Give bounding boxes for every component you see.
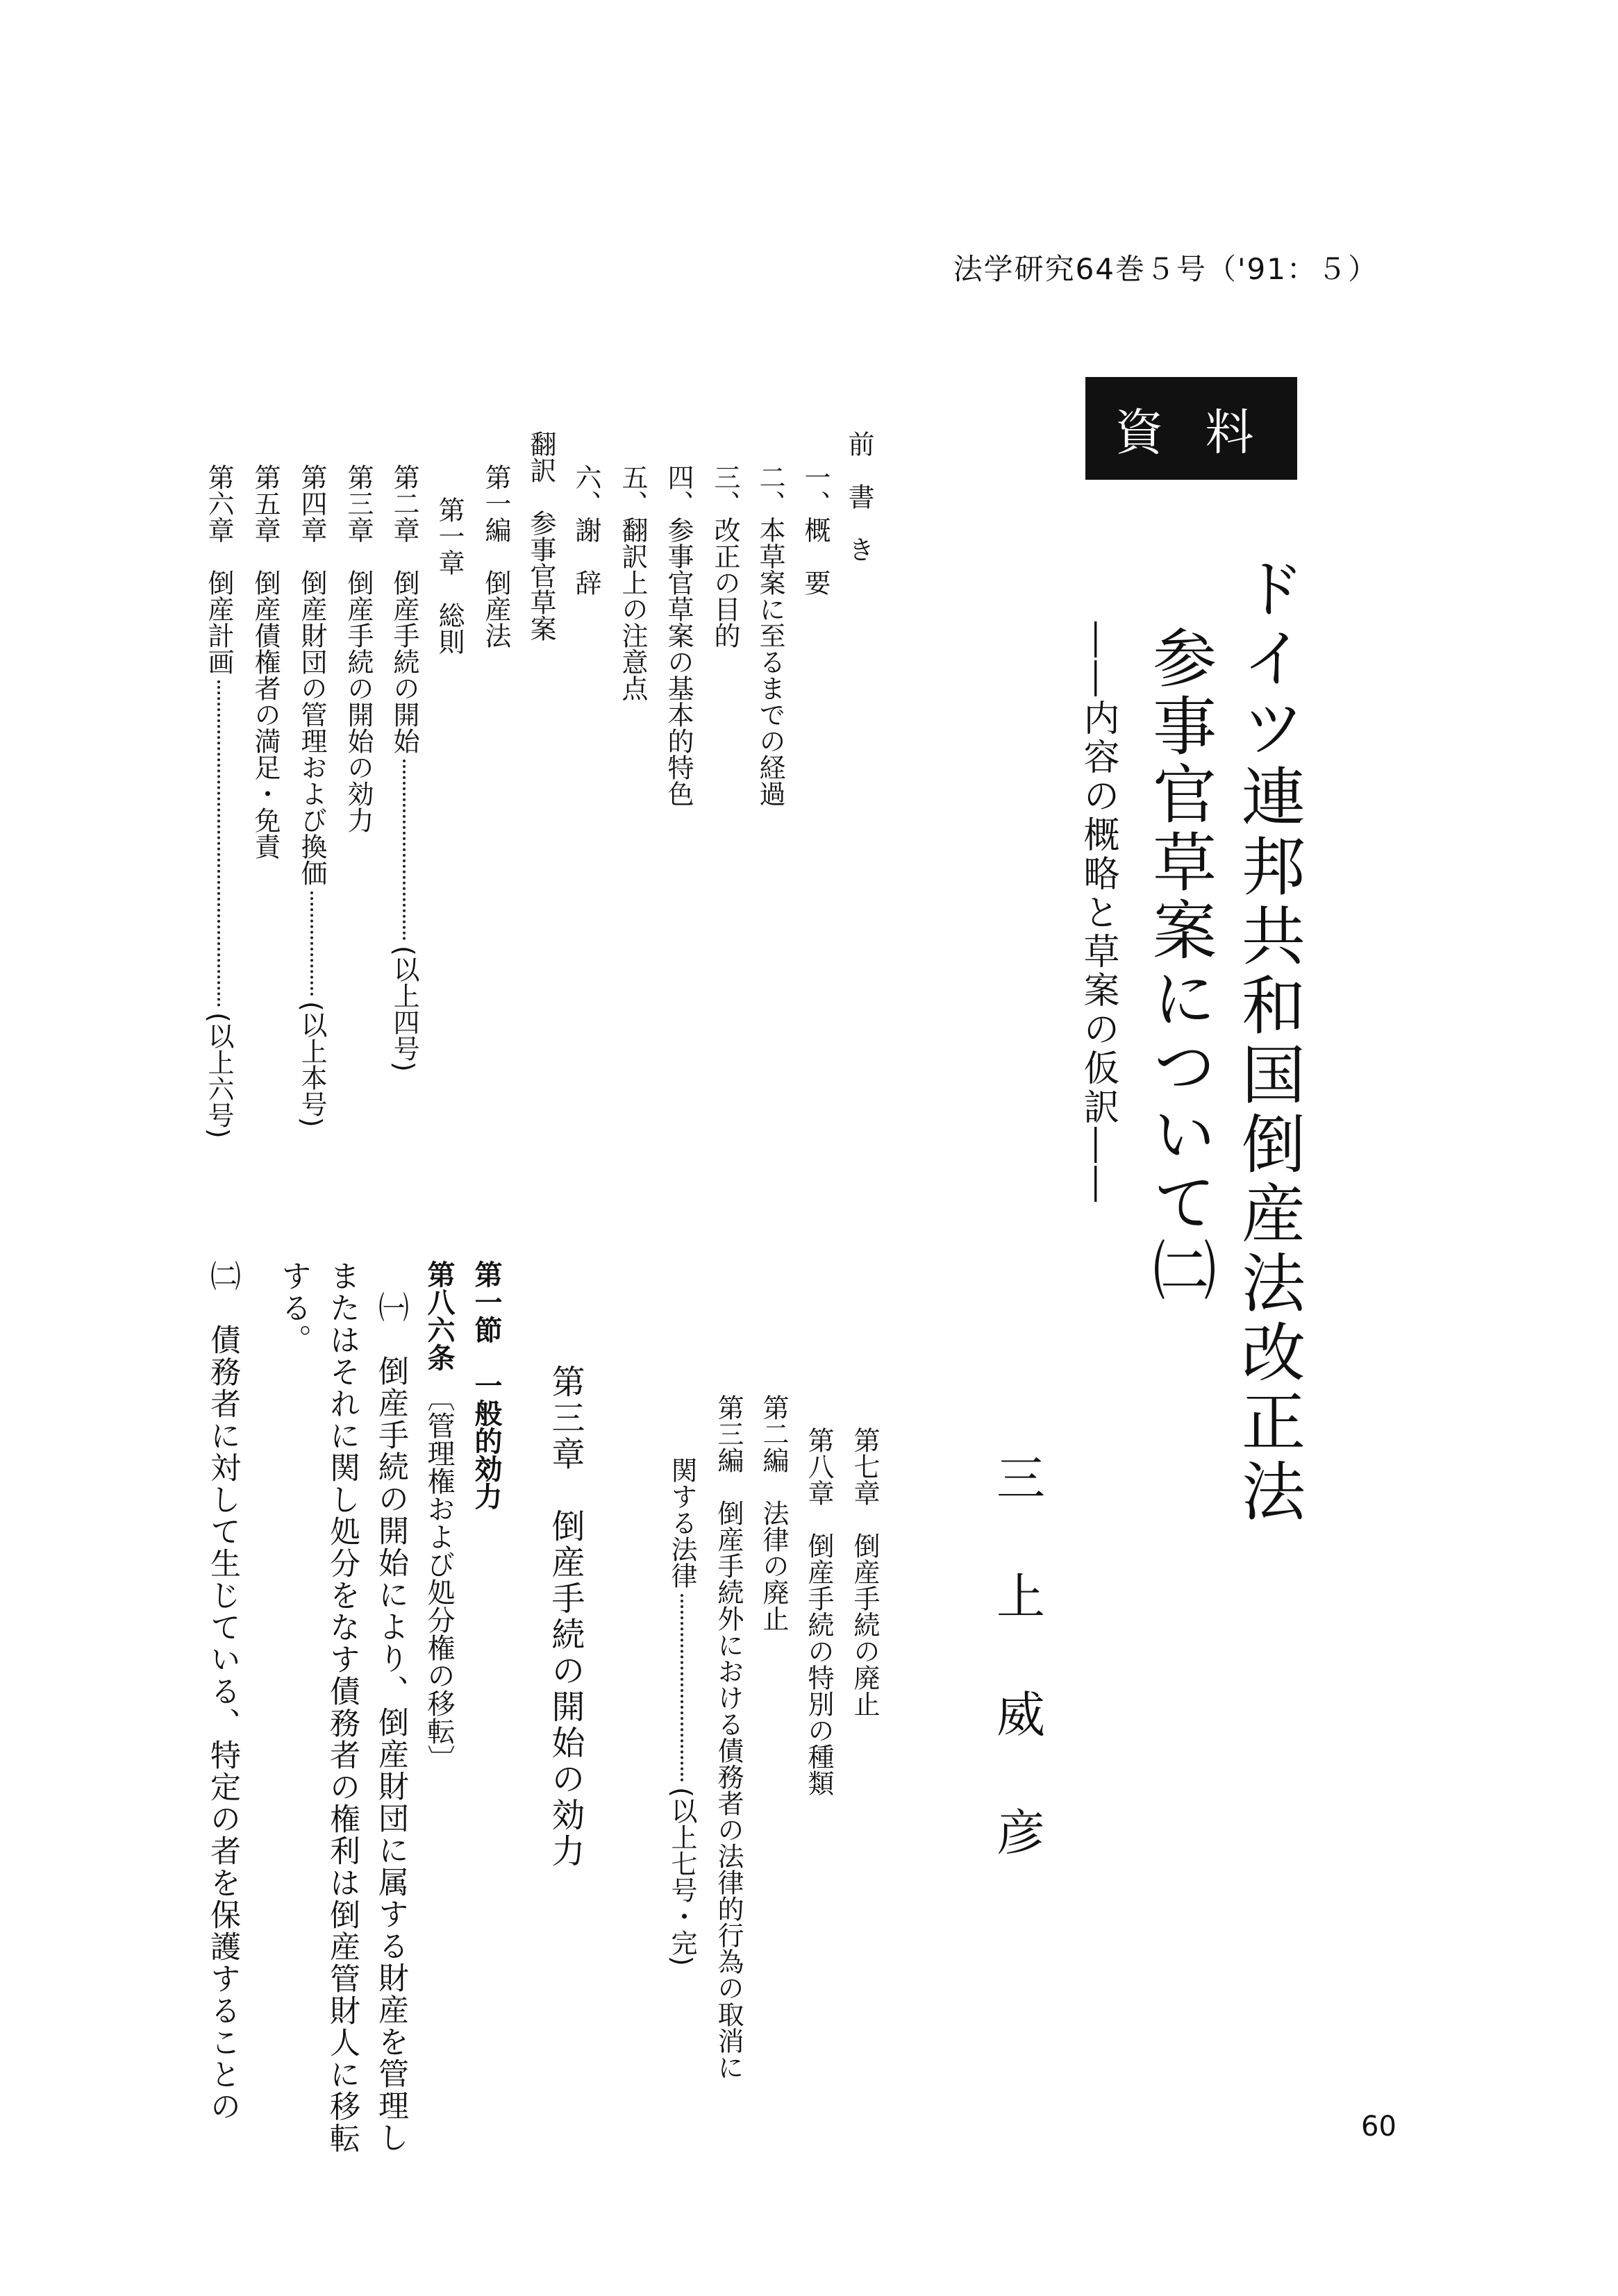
author-char: 威 — [996, 1686, 1045, 1743]
toc-issue-note: (以上四号) — [389, 946, 419, 1072]
toc-chapter-4-label: 第四章 倒産財団の管理および換価 — [297, 464, 327, 886]
toc-chapter-3: 第三章 倒産手続の開始の効力 — [343, 464, 374, 833]
toc-item: 一、概 要 — [800, 464, 831, 596]
author-char: 三 — [996, 1450, 1045, 1507]
toc-part-3-label: 関する法律 — [667, 1457, 697, 1589]
toc-item: 四、参事官草案の基本的特色 — [663, 464, 694, 807]
article-number: 第八六条 — [423, 1260, 455, 1371]
toc-issue-note: (以上本号) — [297, 1001, 327, 1128]
author-name — [996, 1450, 1045, 1861]
toc-item: 二、本草案に至るまでの経過 — [755, 464, 785, 807]
section-heading: 第一節 一般的効力 — [470, 1260, 502, 1510]
page-number: 60 — [1361, 2111, 1396, 2143]
article-title-line-2: 参事官草案について㈡ — [1142, 625, 1217, 1305]
toc-leader-dots — [403, 760, 406, 940]
toc-issue-note: (以上七号・完) — [667, 1787, 697, 1966]
toc-preface: 前 書 き — [844, 430, 874, 562]
toc-chapter-2-label: 第二章 倒産手続の開始 — [389, 464, 419, 754]
toc-chapter-2 — [391, 464, 417, 1072]
journal-header: 法学研究64巻５号（'91：５） — [953, 252, 1378, 286]
toc-part-3-continued — [669, 1457, 695, 1966]
toc-leader-dots — [681, 1594, 683, 1782]
toc-chapter-1: 第一章 総則 — [434, 496, 465, 655]
toc-leader-dots — [310, 891, 313, 996]
chapter-heading: 第三章 倒産手続の開始の効力 — [546, 1364, 585, 1870]
author-char: 彦 — [996, 1804, 1045, 1861]
paragraph-1-line-1: ㈠ 倒産手続の開始により、倒産財団に属する財産を管理し — [373, 1291, 408, 2154]
toc-chapter-5: 第五章 倒産債権者の満足・免責 — [250, 464, 281, 860]
paragraph-1-line-3: する。 — [276, 1260, 311, 1356]
toc-item: 六、謝 辞 — [571, 464, 601, 596]
toc-part-3: 第三編 倒産手続外における債務者の法律的行為の取消に — [713, 1394, 744, 2080]
toc-part-1: 第一編 倒産法 — [481, 464, 511, 648]
toc-part-2: 第二編 法律の廃止 — [758, 1394, 789, 1632]
toc-chapter-7: 第七章 倒産手続の廃止 — [849, 1427, 880, 1717]
section-label: 資料 — [1085, 377, 1297, 480]
article-caption: 〔管理権および処分権の移転〕 — [423, 1384, 455, 1773]
toc-issue-note: (以上六号) — [203, 1012, 234, 1139]
article-heading — [425, 1260, 453, 1773]
author-char: 上 — [996, 1568, 1045, 1625]
toc-item: 五、翻訳上の注意点 — [617, 464, 648, 701]
paragraph-1-line-2: またはそれに関し処分をなす債務者の権利は倒産管財人に移転 — [324, 1260, 360, 2154]
toc-leader-dots — [217, 680, 220, 1007]
paragraph-2-line-1: ㈡ 債務者に対して生じている、特定の者を保護することの — [205, 1260, 240, 2122]
article-subtitle: ――内容の概略と草案の仮訳―― — [1077, 621, 1119, 1205]
toc-chapter-8: 第八章 倒産手続の特別の種類 — [803, 1427, 834, 1796]
article-title-line-1: ドイツ連邦共和国倒産法改正法 — [1231, 555, 1306, 1527]
toc-chapter-6-label: 第六章 倒産計画 — [203, 464, 234, 675]
toc-chapter-4 — [299, 464, 325, 1128]
toc-chapter-6 — [203, 464, 234, 1139]
toc-translation: 翻訳 参事官草案 — [526, 430, 556, 642]
toc-item: 三、改正の目的 — [710, 464, 740, 648]
